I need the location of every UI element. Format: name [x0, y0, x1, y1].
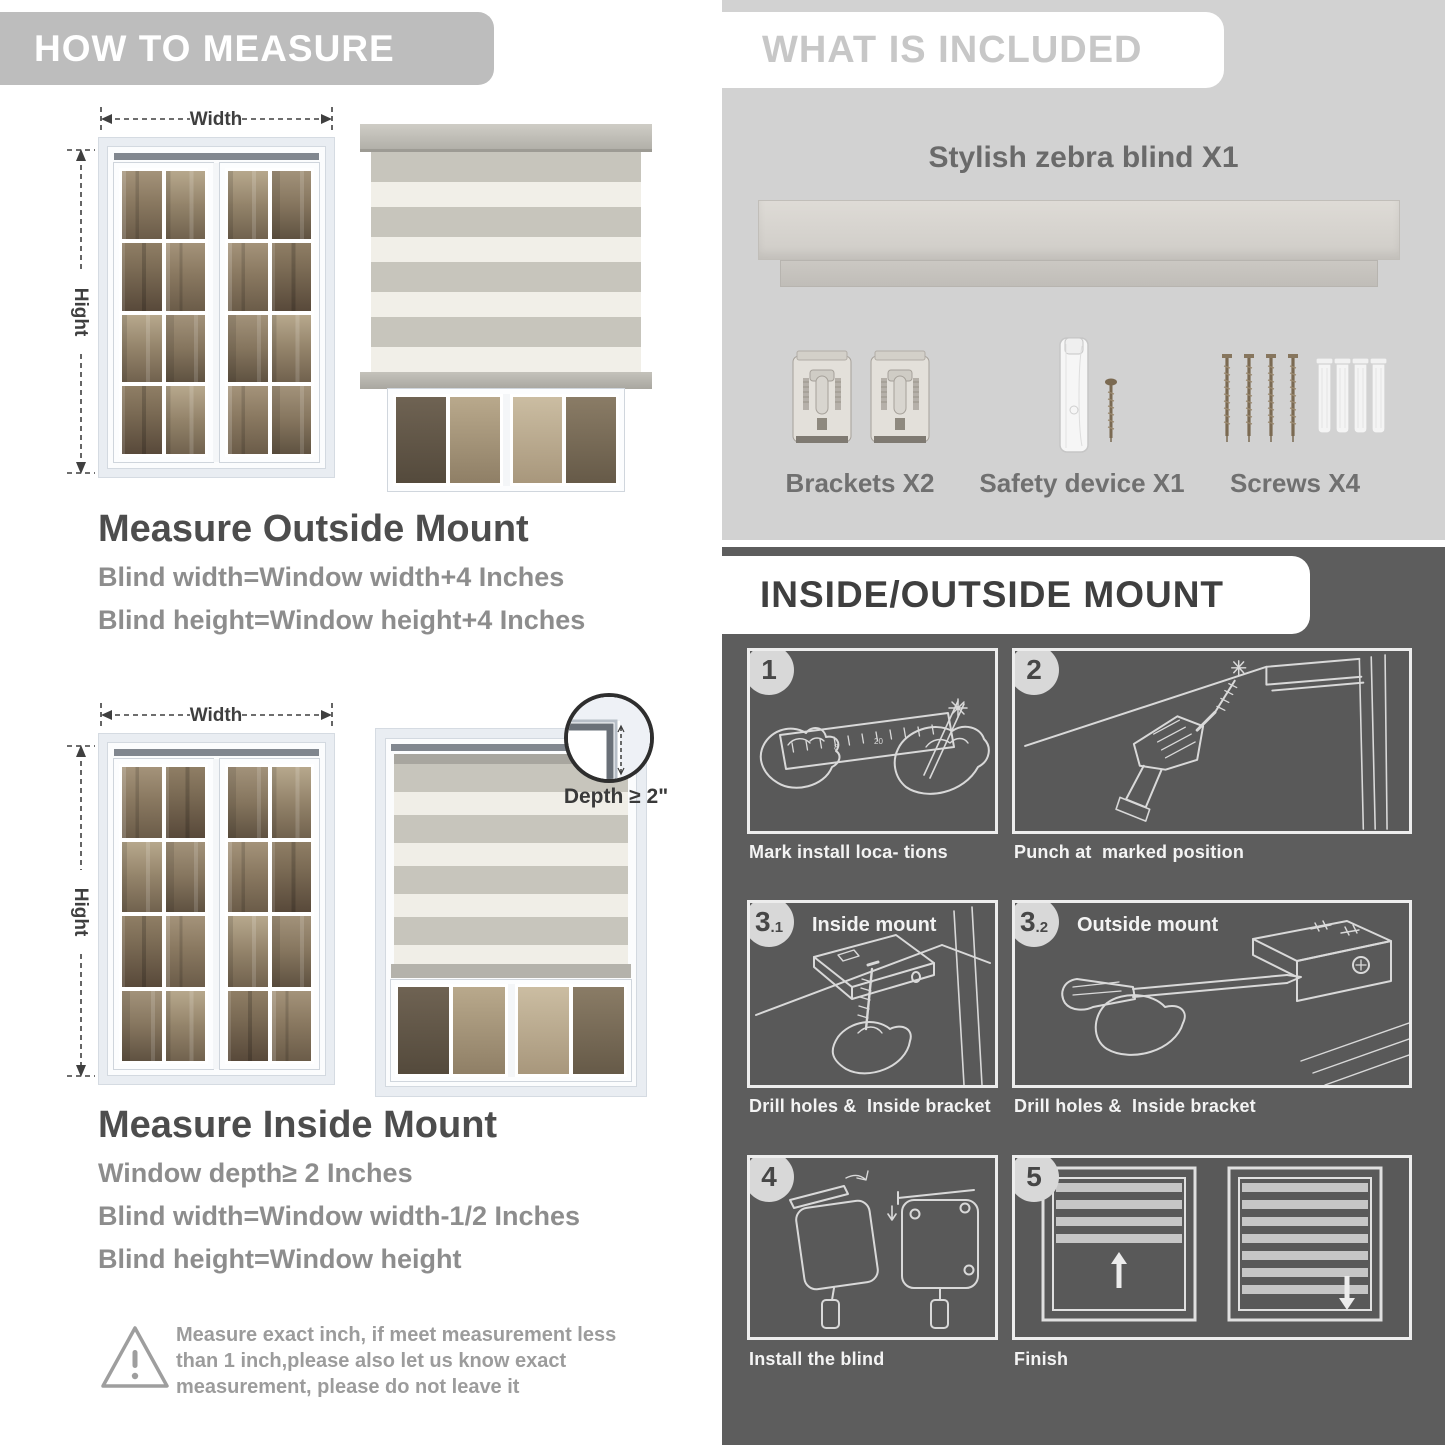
what-is-included-title: WHAT IS INCLUDED [762, 28, 1143, 71]
finish-illustration [1015, 1158, 1409, 1337]
depth-requirement-label: Depth ≥ 2" [563, 785, 669, 808]
window-below-blind [388, 389, 624, 491]
step-panel-4 [747, 1155, 998, 1340]
step-caption-3-1: Drill holes & Inside bracket [749, 1096, 991, 1116]
zebra-blind-outside-illustration [360, 118, 652, 500]
warning-line: than 1 inch,please also let us know exact [176, 1350, 567, 1372]
product-title: Stylish zebra blind X1 [928, 141, 1239, 174]
blind-bottom-rail [391, 964, 631, 978]
warning-triangle-icon [98, 1320, 172, 1396]
ruler-mark: 20 [874, 737, 883, 746]
warning-line: measurement, please do not leave it [176, 1376, 520, 1398]
warning-line: Measure exact inch, if meet measurement less [176, 1324, 617, 1346]
window-mullion [213, 163, 220, 462]
ruler-mark: 8 [834, 743, 839, 752]
blind-headrail-image [758, 200, 1400, 260]
step-badge-2: 2 [1012, 648, 1059, 695]
inside-mount-formula-height: Blind height=Window height [98, 1244, 462, 1274]
step-caption-3-2: Drill holes & Inside bracket [1014, 1096, 1256, 1116]
blind-headrail [360, 124, 652, 152]
step-caption-2: Punch at marked position [1014, 842, 1245, 862]
zebra-blind-inside-illustration [375, 728, 669, 1097]
step-caption-1: Mark install loca- tions [749, 842, 948, 862]
width-label: Width [189, 705, 243, 726]
outside-mount-formula-height: Blind height=Window height+4 Inches [98, 605, 586, 635]
window-sashes [114, 759, 319, 1069]
window-casement-right [220, 163, 319, 462]
safety-screw-icon [1104, 378, 1118, 444]
what-is-included-header [722, 12, 1224, 88]
bracket-icon [868, 348, 932, 448]
step-badge-4: 4 [747, 1155, 794, 1202]
width-arrow-outside [94, 104, 339, 134]
window-corner-detail [568, 697, 650, 779]
step-badge-3-1: 3 .1 [747, 900, 794, 947]
safety-device-label: Safety device X1 [979, 468, 1185, 498]
window-sashes [114, 163, 319, 462]
inside-mount-formula-depth: Window depth≥ 2 Inches [98, 1158, 413, 1188]
drill-illustration [1015, 651, 1409, 831]
step-badge-1: 1 [747, 648, 794, 695]
window-mullion [213, 759, 220, 1069]
window-frame [107, 742, 326, 1076]
window-illustration-inside-mount [98, 733, 335, 1085]
window-casement-right [220, 759, 319, 1069]
blind-stripes [371, 152, 641, 372]
step-badge-3-2: 3 .2 [1012, 900, 1059, 947]
step-panel-3-1 [747, 900, 998, 1088]
blind-headrail-underrail [780, 260, 1378, 287]
window-casement-left [114, 759, 213, 1069]
width-label: Width [189, 109, 243, 130]
screws-and-anchors-icon [1218, 352, 1388, 447]
height-label: Hight [70, 887, 91, 937]
how-to-measure-header [0, 12, 494, 85]
step-caption-5: Finish [1014, 1349, 1069, 1369]
inside-outside-mount-title: INSIDE/OUTSIDE MOUNT [760, 574, 1225, 615]
measure-warning-note [176, 1322, 646, 1400]
step-panel-2 [1012, 648, 1412, 834]
height-arrow-outside [64, 142, 98, 480]
step-panel-3-2 [1012, 900, 1412, 1088]
blind-bottom-rail [360, 372, 652, 389]
brackets-label: Brackets X2 [785, 468, 935, 498]
how-to-measure-title: HOW TO MEASURE [34, 27, 395, 69]
step-caption-4: Install the blind [749, 1349, 885, 1369]
window-frame [107, 146, 326, 469]
window-lintel [114, 749, 319, 756]
inside-outside-mount-header [722, 556, 1310, 634]
window-illustration-outside-mount [98, 137, 335, 478]
depth-magnifier-icon [564, 693, 654, 783]
inside-mount-title: Measure Inside Mount [98, 1104, 498, 1146]
screws-label: Screws X4 [1229, 468, 1361, 498]
window-lintel [114, 153, 319, 160]
outside-mount-step-label: Outside mount [1077, 914, 1219, 936]
safety-device-icon [1058, 336, 1090, 454]
width-arrow-inside [94, 700, 339, 730]
inside-mount-step-label: Inside mount [812, 914, 937, 936]
outside-mount-title: Measure Outside Mount [98, 508, 529, 550]
window-below-blind [391, 980, 631, 1081]
height-arrow-inside [64, 738, 98, 1083]
step-badge-5: 5 [1012, 1155, 1059, 1202]
step-panel-5 [1012, 1155, 1412, 1340]
bracket-icon [790, 348, 854, 448]
outside-mount-formula-width: Blind width=Window width+4 Inches [98, 562, 565, 592]
height-label: Hight [70, 287, 91, 337]
step-panel-1 [747, 648, 998, 834]
inside-mount-formula-width: Blind width=Window width-1/2 Inches [98, 1201, 581, 1231]
window-casement-left [114, 163, 213, 462]
